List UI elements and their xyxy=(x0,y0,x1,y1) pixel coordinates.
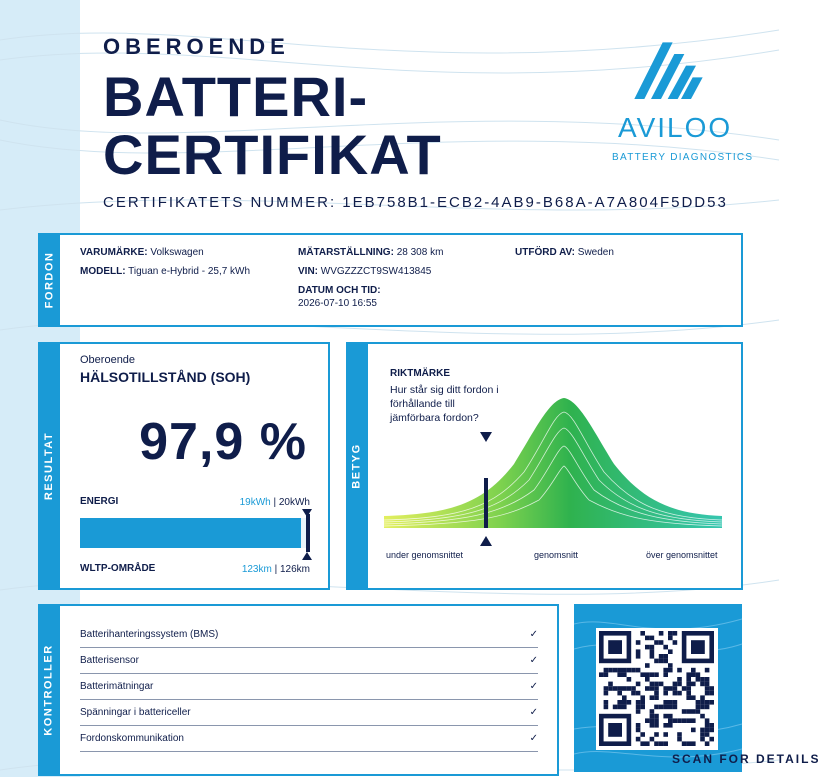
soh-small-label: Oberoende xyxy=(80,354,136,366)
range-label: WLTP-OMRÅDE xyxy=(80,563,156,574)
benchmark-title: RIKTMÄRKE xyxy=(390,368,450,379)
range-values: 123km | 126km xyxy=(241,564,310,575)
vehicle-model: MODELL: Tiguan e-Hybrid - 25,7 kWh xyxy=(80,266,251,277)
control-row: Batterimätningar ✓ xyxy=(80,674,538,700)
soh-bar-max-marker xyxy=(306,514,310,552)
certificate-number: CERTIFIKATETS NUMMER: 1EB758B1-ECB2-4AB9-B68A-A7A804F5DD53 xyxy=(103,194,728,211)
logo-wordmark: AVILOO xyxy=(618,112,733,143)
qr-code-image xyxy=(596,628,718,750)
control-row: Spänningar i battericeller ✓ xyxy=(80,700,538,726)
vehicle-performed-by: UTFÖRD AV: Sweden xyxy=(515,247,614,258)
axis-label-below: under genomsnittet xyxy=(386,550,464,560)
range-current: 123km xyxy=(241,564,272,575)
vehicle-date: DATUM OCH TID: 2026-07-10 16:55 xyxy=(298,285,381,309)
rating-tab: BETYG xyxy=(346,342,368,590)
qr-panel[interactable] xyxy=(574,604,820,772)
headline-title xyxy=(103,65,442,186)
vehicle-brand: VARUMÄRKE: Volkswagen xyxy=(80,247,204,258)
soh-bar xyxy=(80,518,310,548)
benchmark-marker-up-icon xyxy=(480,536,492,546)
qr-caption: SCAN FOR DETAILS xyxy=(672,752,820,766)
vehicle-odometer: MÄTARSTÄLLNING: 28 308 km xyxy=(298,247,444,258)
check-icon: ✓ xyxy=(529,655,538,666)
check-icon: ✓ xyxy=(529,733,538,744)
range-total: 126km xyxy=(279,564,310,575)
control-row: Batterisensor ✓ xyxy=(80,648,538,674)
controls-tab: KONTROLLER xyxy=(38,604,60,776)
result-tab: RESULTAT xyxy=(38,342,60,590)
energy-current: 19kWh xyxy=(239,497,271,508)
check-icon: ✓ xyxy=(529,707,538,718)
headline-oberoende: OBEROENDE xyxy=(103,34,290,59)
headline-line-batteri: BATTERI- xyxy=(103,65,369,128)
soh-value: 97,9 % xyxy=(139,413,307,471)
soh-title: HÄLSOTILLSTÅND (SOH) xyxy=(80,369,251,385)
energy-label: ENERGI xyxy=(80,496,119,507)
check-icon: ✓ xyxy=(529,681,538,692)
qr-code[interactable] xyxy=(596,628,718,750)
logo-subtitle: BATTERY DIAGNOSTICS xyxy=(612,152,754,163)
benchmark-marker-down-icon xyxy=(480,432,492,442)
control-row: Fordonskommunikation ✓ xyxy=(80,726,538,752)
energy-total: 20kWh xyxy=(278,497,310,508)
headline-line-certifikat: CERTIFIKAT xyxy=(103,123,442,186)
control-row: Batterihanteringssystem (BMS) ✓ xyxy=(80,622,538,648)
axis-label-above: över genomsnittet xyxy=(646,550,718,560)
vehicle-vin: VIN: WVGZZZCT9SW413845 xyxy=(298,266,432,277)
energy-values: 19kWh | 20kWh xyxy=(239,497,310,508)
triangle-down-icon xyxy=(302,509,312,517)
soh-bar-fill xyxy=(80,518,301,548)
aviloo-logo-icon xyxy=(626,30,736,108)
check-icon: ✓ xyxy=(529,629,538,640)
triangle-up-icon xyxy=(302,552,312,560)
axis-label-average: genomsnitt xyxy=(534,550,579,560)
vehicle-tab: FORDON xyxy=(38,233,60,327)
benchmark-question: Hur står sig ditt fordon i förhållande till jämförbara fordon? xyxy=(390,384,499,424)
